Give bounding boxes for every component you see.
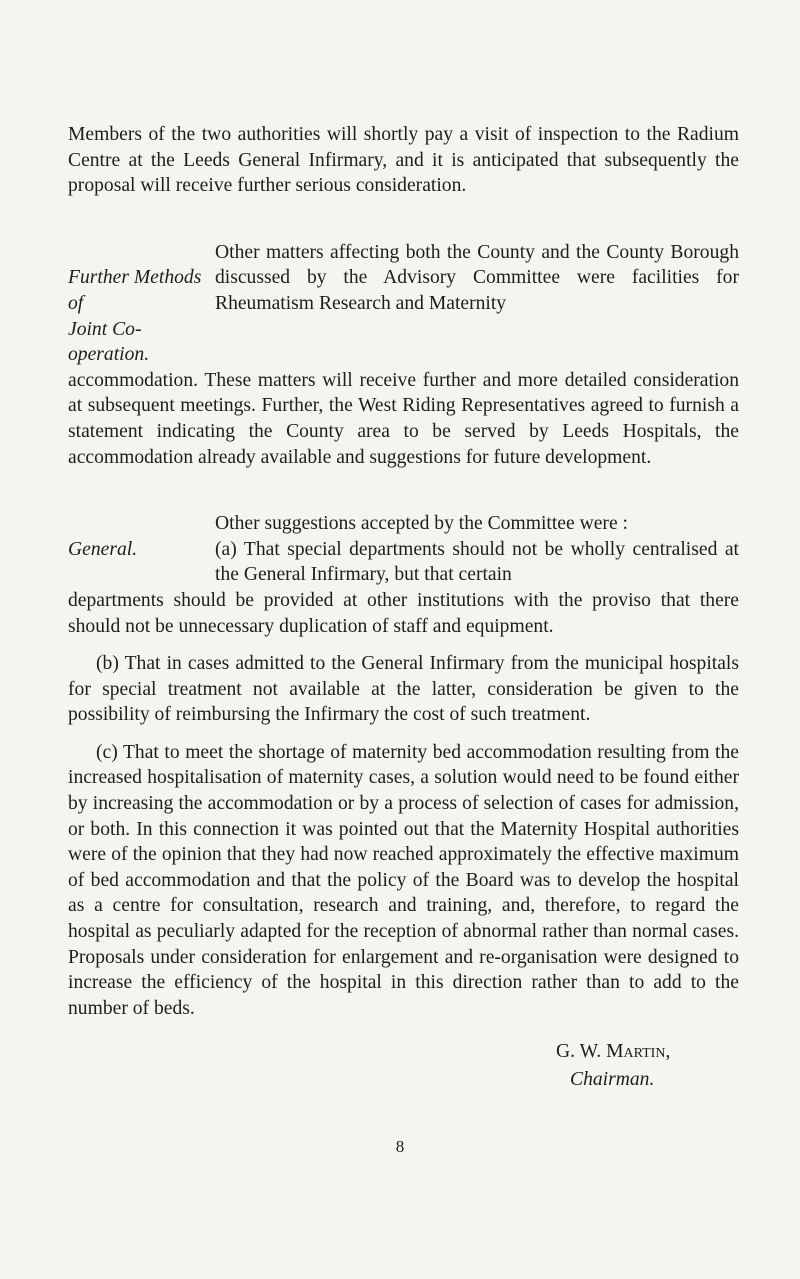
item-a-start: (a) That special departments should not be wholly centralised at the General Infirmary, but that certain <box>215 538 739 586</box>
paragraph-other-matters-indented <box>215 240 739 317</box>
section-general <box>68 537 739 588</box>
paragraph-other-matters-start: Other matters affecting both the County and the County Borough discussed by the Advisory Committee were facilities for Rheumatism Research and Maternity <box>215 241 739 314</box>
paragraph-radium-centre: Members of the two authorities will shortly pay a visit of inspection to the Radium Centre at the Leeds General Infirmary, and it is anticipated that subsequently the proposal will receive further serious consideration. <box>68 124 739 197</box>
document-page <box>68 122 739 1094</box>
page-number: 8 <box>395 1137 405 1156</box>
sidenote-line-2: Joint Co-operation. <box>68 318 150 366</box>
paragraph-other-matters-continued: accommodation. These matters will receive further and more detailed consideration at subsequent meetings. Further, the West Riding Representatives agreed to furnish a statement indicating the County area to be served by Leeds Hospitals, the accommodation already available and suggestions for future development. <box>68 369 739 468</box>
sidenote-line-1: Further Methods of <box>68 267 202 314</box>
item-a-continued: departments should be provided at other institutions with the proviso that there should not be unnecessary duplication of staff and equipment. <box>68 589 739 637</box>
sidenote-further-methods <box>68 240 215 368</box>
section-joint-cooperation <box>68 240 739 368</box>
sidenote-general: General. <box>68 538 138 560</box>
signature-block <box>68 1038 739 1094</box>
signature-title: Chairman. <box>570 1069 655 1091</box>
item-b: (b) That in cases admitted to the General Infirmary from the municipal hospitals for special treatment not available at the latter, consideration be given to the possibility of reimbursing the Infirmary the cost of such treatment. <box>68 653 739 726</box>
paragraph-other-suggestions: Other suggestions accepted by the Committee were : <box>215 513 628 535</box>
item-c: (c) That to meet the shortage of maternity bed accommodation resulting from the increased hospitalisation of maternity cases, a solution would need to be found either by increasing the accommodation or by a process of selection of cases for admission, or both. In this connection it was pointed out that the Maternity Hospital authorities were of the opinion that they had now reached approximately the effective maximum of bed accommodation and that the policy of the Board was to develop the hospital as a centre for consultation, research and training, and, therefore, to regard the hospital as peculiarly adapted for the reception of abnormal rather than normal cases. Proposals under consideration for enlargement and re-organisation were designed to increase the efficiency of the hospital in this direction rather than to add to the number of beds. <box>68 741 739 1019</box>
signature-name: G. W. Martin, <box>556 1041 671 1063</box>
